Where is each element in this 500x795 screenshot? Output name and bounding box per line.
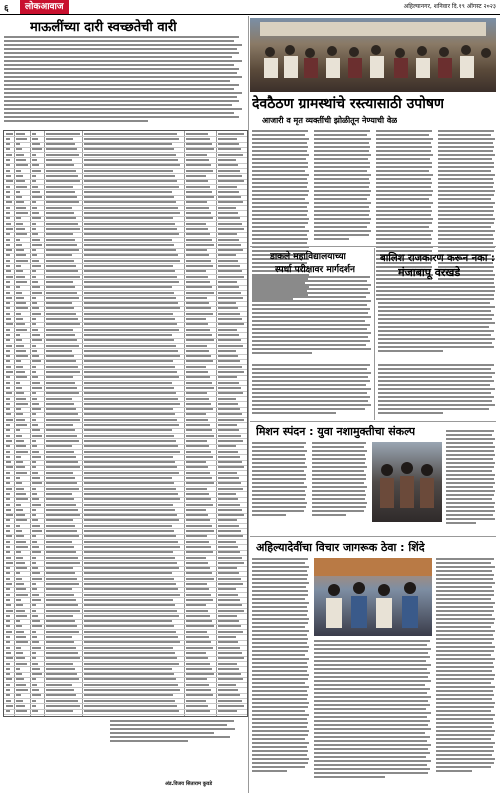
article-body-cleanliness	[4, 36, 244, 126]
headline-dakle-college: डाकले महाविद्यालयाच्या	[270, 252, 346, 262]
article-body-mission-col3	[446, 430, 496, 530]
headline-cleanliness: माऊलींच्या दारी स्वच्छतेची वारी	[30, 20, 177, 35]
section-divider	[374, 248, 375, 420]
section-divider	[250, 246, 496, 247]
signature-name: अंड.विजय सिताराम कुवडे	[165, 781, 213, 787]
page-number: ६	[4, 4, 9, 14]
headline-childish-politics: बालिश राजकारण करून नका :	[380, 253, 495, 264]
headline-road-protest: देवठैठण ग्रामस्थांचे रस्त्यासाठी उपोषण	[252, 96, 445, 112]
protest-photo	[250, 18, 496, 92]
article-body-mission-col2	[312, 442, 368, 522]
article-body-ahilya-col2	[314, 640, 432, 790]
subhead-road-protest: आजारी व मृत व्यक्तींची झोळीतून नेण्याची वेळ	[262, 116, 398, 125]
article-body-middle-right	[378, 364, 496, 419]
section-divider	[250, 536, 496, 537]
article-body-childish-politics	[378, 282, 496, 358]
section-divider	[250, 421, 496, 422]
newspaper-logo: लोकआवाज	[20, 0, 69, 14]
article-body-road-col2	[314, 130, 372, 245]
article-body-dakle	[252, 276, 372, 360]
headline-ahilyadevi: अहिल्यादेवींचा विचार जागरूक ठेवा : शिंदे	[256, 541, 425, 554]
article-body-middle-left	[252, 364, 372, 419]
subhead-dakle-college: स्पर्धा परीक्षावर मार्गदर्शन	[275, 265, 356, 275]
mission-photo	[372, 442, 442, 522]
notice-table	[3, 130, 248, 717]
table-row	[4, 709, 247, 715]
article-body-mission-col1	[252, 442, 308, 522]
column-divider	[248, 16, 249, 793]
article-body-ahilya-col3	[436, 558, 496, 790]
dateline: अहिल्यानगर, शनिवार दि.१९ ऑगस्ट २०२३	[403, 3, 496, 10]
headline-mission-spandan: मिशन स्पंदन : युवा नशामुक्तीचा संकल्प	[256, 425, 416, 438]
ahilyadevi-photo	[314, 558, 432, 636]
masthead	[0, 0, 500, 15]
article-body-ahilya-col1	[252, 558, 310, 790]
subhead-childish-politics: मंजाबापू वरखडे	[398, 266, 461, 279]
closing-text	[110, 720, 240, 775]
